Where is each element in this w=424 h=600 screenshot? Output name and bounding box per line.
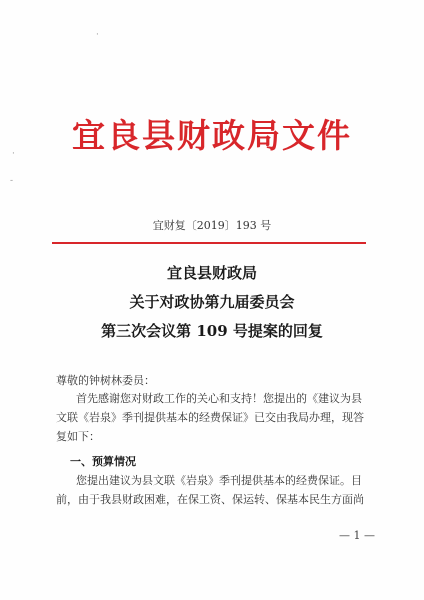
paragraph-1-line-1: 首先感谢您对财政工作的关心和支持！您提出的《建议为县: [76, 392, 362, 405]
paragraph-2-line-1: 您提出建议为县文联《岩泉》季刊提供基本的经费保证。目: [76, 474, 362, 487]
title-line-1: 宜良县财政局: [166, 264, 257, 282]
document-number: 宜财复〔2019〕193 号: [152, 219, 272, 232]
scan-speck: ·: [12, 149, 15, 159]
header-divider: [52, 242, 366, 244]
document-header-title: 宜良县财政局文件: [72, 116, 352, 155]
title-line-2: 关于对政协第九届委员会: [129, 293, 295, 311]
paragraph-2-line-2: 前，由于我县财政困难，在保工资、保运转、保基本民生方面尚: [56, 493, 364, 506]
paragraph-1-line-2: 文联《岩泉》季刊提供基本的经费保证》已交由我局办理，现答: [56, 411, 364, 424]
scan-speck: ·: [96, 30, 99, 40]
page-number: — 1 —: [339, 529, 375, 542]
title-line-3: 第三次会议第 109 号提案的回复: [101, 322, 323, 340]
paragraph-1-line-3: 复如下：: [56, 430, 100, 443]
section-1-heading: 一、预算情况: [70, 455, 136, 468]
scan-speck: -: [10, 176, 14, 186]
salutation: 尊敬的钟树林委员：: [56, 374, 155, 387]
